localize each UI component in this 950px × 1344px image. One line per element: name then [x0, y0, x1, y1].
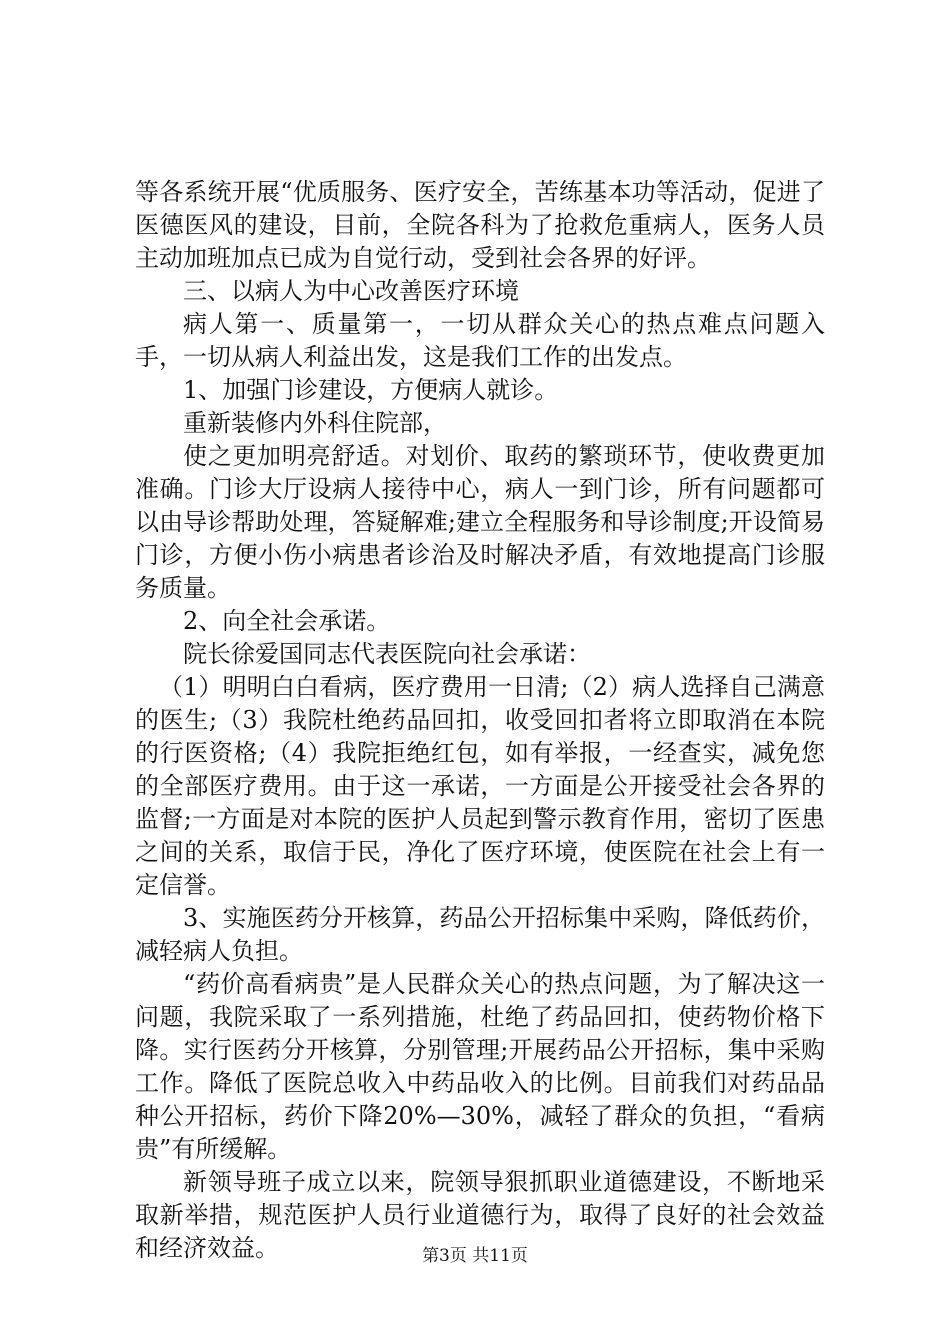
- paragraph-5: 重新装修内外科住院部，: [183, 409, 447, 437]
- page-footer: 第3页 共11页: [422, 1246, 528, 1266]
- paragraph-12: 新领导班子成立以来，院领导狠抓职业道德建设，不断地采取新举措，规范医护人员行业道德行为，取得了良好的社会效益和经济效益。: [135, 1168, 825, 1262]
- paragraph-6: 使之更加明亮舒适。对划价、取药的繁琐环节，使收费更加准确。门诊大厅设病人接待中心，病人一到门诊，所有问题都可以由导诊帮助处理，答疑解难;建立全程服务和导诊制度;开设简易门诊，方便小伤小病患者诊治及时解决矛盾，有效地提高门诊服务质量。: [135, 442, 825, 602]
- paragraph-1: 等各系统开展“优质服务、医疗安全，苦练基本功等活动，促进了医德医风的建设，目前，全院各科为了抢救危重病人，医务人员主动加班加点已成为自觉行动，受到社会各界的好评。: [135, 178, 825, 272]
- paragraph-3: 病人第一、质量第一，一切从群众关心的热点难点问题入手，一切从病人利益出发，这是我们工作的出发点。: [135, 310, 825, 371]
- list-heading-3: 3、实施医药分开核算，药品公开招标集中采购，降低药价，减轻病人负担。: [135, 904, 825, 965]
- list-heading-2: 2、向全社会承诺。: [183, 607, 391, 635]
- paragraph-11: “药价高看病贵”是人民群众关心的热点问题，为了解决这一问题，我院采取了一系列措施，杜绝了药品回扣，使药物价格下降。实行医药分开核算，分别管理;开展药品公开招标，集中采购工作。降低了医院总收入中药品收入的比例。目前我们对药品品种公开招标，药价下降20%—30%，减轻了群众的负担，“看病贵”有所缓解。: [135, 970, 825, 1163]
- list-heading-1: 1、加强门诊建设，方便病人就诊。: [183, 376, 559, 404]
- promise-paragraph: （1）明明白白看病，医疗费用一日清;（2）病人选择自己满意的医生;（3）我院杜绝药品回扣，收受回扣者将立即取消在本院的行医资格;（4）我院拒绝红包，如有举报，一经查实，减免您的全部医疗费用。由于这一承诺，一方面是公开接受社会各界的监督;一方面是对本院的医护人员起到警示教育作用，密切了医患之间的关系，取信于民，净化了医疗环境，使医院在社会上有一定信誉。: [135, 673, 825, 899]
- paragraph-8: 院长徐爱国同志代表医院向社会承诺：: [183, 640, 591, 668]
- document-body: [135, 176, 825, 1265]
- section-heading: 三、以病人为中心改善医疗环境: [183, 277, 519, 305]
